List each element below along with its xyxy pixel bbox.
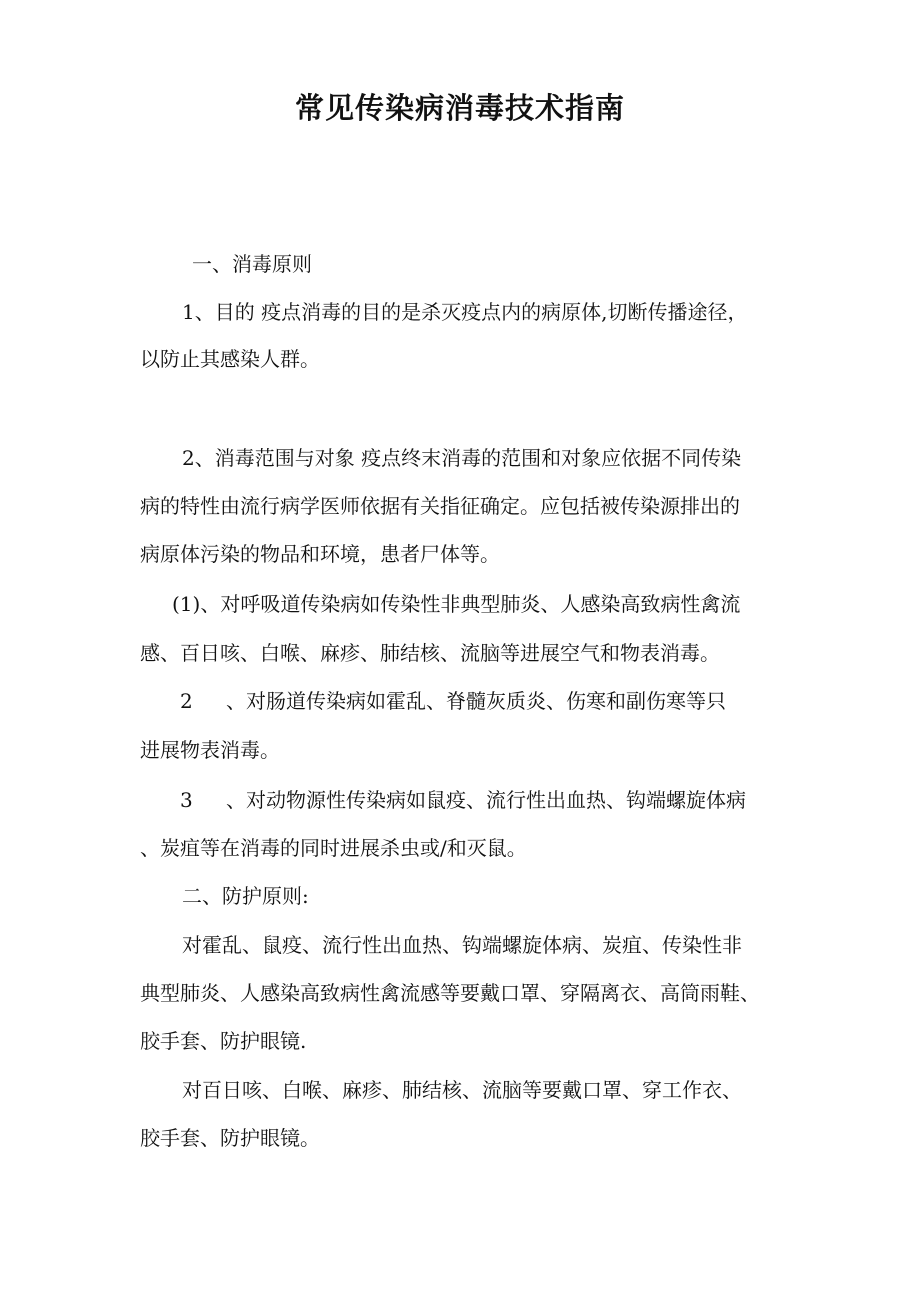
subitem-zoonotic-marker: 3 <box>180 788 193 812</box>
subitem-intestinal-marker: 2 <box>180 689 193 713</box>
subitem-respiratory-line-2: 感、百日咳、白喉、麻疹、肺结核、流脑等进展空气和物表消毒。 <box>140 641 720 665</box>
item-scope-line-1: 2、消毒范围与对象 疫点终末消毒的范围和对象应依据不同传染 <box>182 446 742 470</box>
item-scope-line-3: 病原体污染的物品和环境，患者尸体等。 <box>140 542 500 566</box>
item-purpose-line-1: 1、目的 疫点消毒的目的是杀灭疫点内的病原体,切断传播途径， <box>182 300 748 324</box>
subitem-intestinal-text: 、对肠道传染病如霍乱、脊髓灰质炎、伤寒和副伤寒等只 <box>226 689 726 713</box>
item-scope-line-2: 病的特性由流行病学医师依据有关指征确定。应包括被传染源排出的 <box>140 494 740 518</box>
subitem-intestinal-line-2: 进展物表消毒。 <box>140 738 280 762</box>
subitem-intestinal-line-1 <box>180 686 840 716</box>
protection-para-2-line-2: 胶手套、防护眼镜。 <box>140 1126 320 1150</box>
protection-para-1-line-2: 典型肺炎、人感染高致病性禽流感等要戴口罩、穿隔离衣、高筒雨鞋、 <box>140 981 760 1005</box>
item-purpose-line-2: 以防止其感染人群。 <box>140 347 320 371</box>
section-heading-protection-principles: 二、防护原则: <box>182 884 309 908</box>
section-heading-disinfection-principles: 一、消毒原则 <box>192 252 312 276</box>
subitem-zoonotic-text: 、对动物源性传染病如鼠疫、流行性出血热、钩端螺旋体病 <box>226 788 746 812</box>
subitem-zoonotic-line-1 <box>180 785 840 815</box>
protection-para-1-line-3: 胶手套、防护眼镜. <box>140 1029 307 1053</box>
subitem-zoonotic-line-2: 、炭疽等在消毒的同时进展杀虫或/和灭鼠。 <box>140 836 527 860</box>
protection-para-2-line-1: 对百日咳、白喉、麻疹、肺结核、流脑等要戴口罩、穿工作衣、 <box>182 1078 742 1102</box>
subitem-respiratory-line-1: (1)、对呼吸道传染病如传染性非典型肺炎、人感染高致病性禽流 <box>172 592 741 616</box>
protection-para-1-line-1: 对霍乱、鼠疫、流行性出血热、钩端螺旋体病、炭疽、传染性非 <box>182 933 742 957</box>
document-title: 常见传染病消毒技术指南 <box>294 91 625 125</box>
